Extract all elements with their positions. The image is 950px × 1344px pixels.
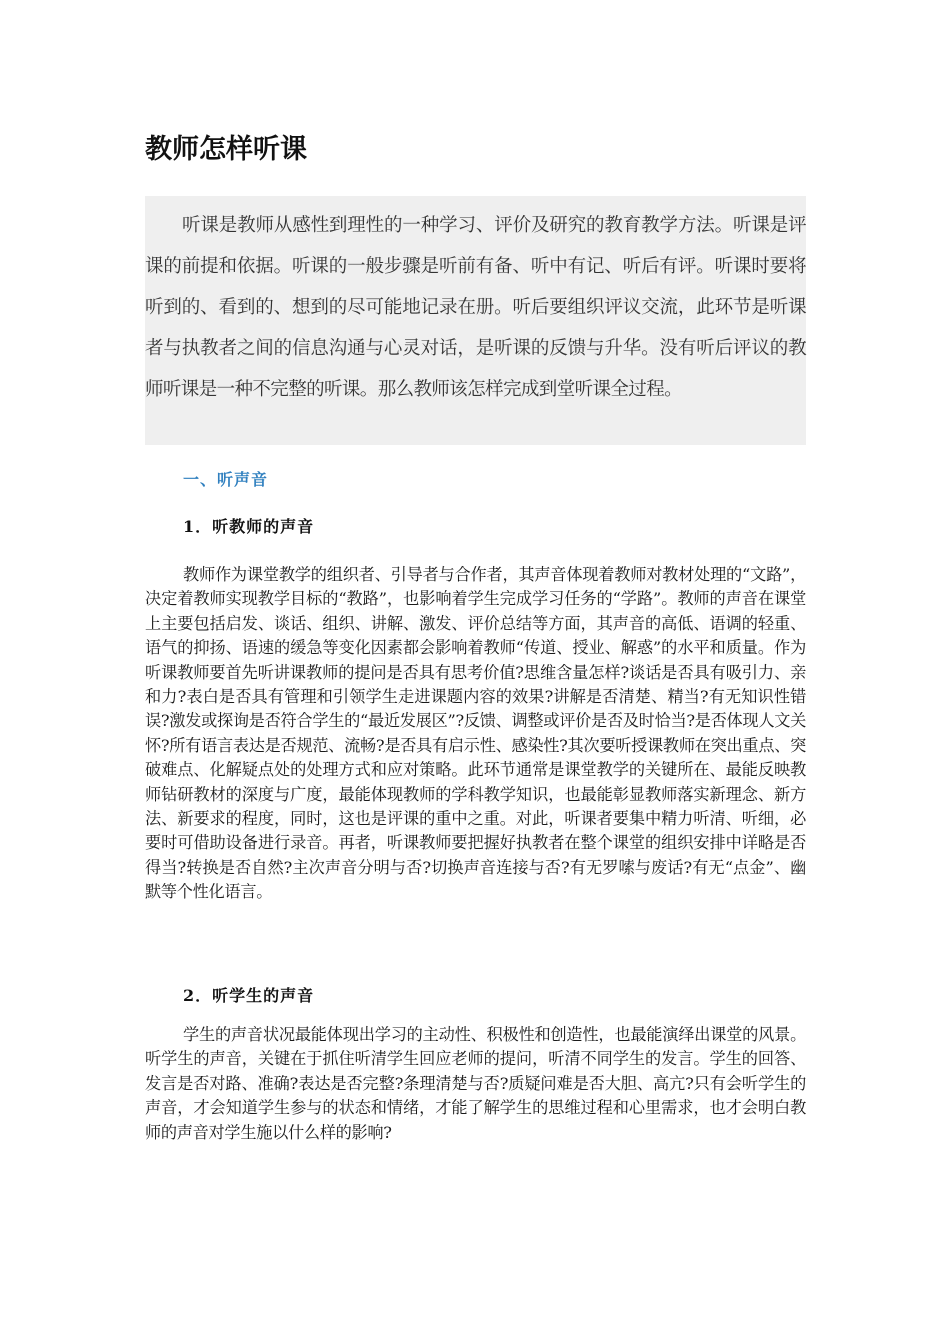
subsection-heading-teacher-voice: 1．听教师的声音 xyxy=(183,517,315,536)
section-heading-listen-sound: 一、听声音 xyxy=(183,470,269,489)
page-title: 教师怎样听课 xyxy=(145,134,307,165)
intro-paragraph: 听课是教师从感性到理性的一种学习、评价及研究的教育教学方法。听课是评课的前提和依据。听课的一般步骤是听前有备、听中有记、听后有评。听课时要将听到的、看到的、想到的尽可能地记录在册。听后要组织评议交流，此环节是听课者与执教者之间的信息沟通与心灵对话，是听课的反馈与升华。没有听后评议的教师听课是一种不完整的听课。那么教师该怎样完成到堂听课全过程。 xyxy=(145,215,806,400)
subsection-heading-student-voice: 2．听学生的声音 xyxy=(183,986,315,1005)
intro-box xyxy=(145,196,806,445)
paragraph-student-voice: 学生的声音状况最能体现出学习的主动性、积极性和创造性，也最能演绎出课堂的风景。听学生的声音，关键在于抓住听清学生回应老师的提问，听清不同学生的发言。学生的回答、发言是否对路、准确?表达是否完整?条理清楚与否?质疑问难是否大胆、高亢?只有会听学生的声音，才会知道学生参与的状态和情绪，才能了解学生的思维过程和心里需求，也才会明白教师的声音对学生施以什么样的影响? xyxy=(145,1025,806,1142)
paragraph-teacher-voice: 教师作为课堂教学的组织者、引导者与合作者，其声音体现着教师对教材处理的“文路”，决定着教师实现教学目标的“教路”，也影响着学生完成学习任务的“学路”。教师的声音在课堂上主要包括启发、谈话、组织、讲解、激发、评价总结等方面，其声音的高低、语调的轻重、语气的抑扬、语速的缓急等变化因素都会影响着教师“传道、授业、解惑”的水平和质量。作为听课教师要首先听讲课教师的提问是否具有思考价值?思维含量怎样?谈话是否具有吸引力、亲和力?表白是否具有管理和引领学生走进课题内容的效果?讲解是否清楚、精当?有无知识性错误?激发或探询是否符合学生的“最近发展区”?反馈、调整或评价是否及时恰当?是否体现人文关怀?所有语言表达是否规范、流畅?是否具有启示性、感染性?其次要听授课教师在突出重点、突破难点、化解疑点处的处理方式和应对策略。此环节通常是课堂教学的关键所在、最能反映教师钻研教材的深度与广度，最能体现教师的学科教学知识，也最能彰显教师落实新理念、新方法、新要求的程度，同时，这也是评课的重中之重。对此，听课者要集中精力听清、听细，必要时可借助设备进行录音。再者，听课教师要把握好执教者在整个课堂的组织安排中详略是否得当?转换是否自然?主次声音分明与否?切换声音连接与否?有无罗嗦与废话?有无“点金”、幽默等个性化语言。 xyxy=(145,565,806,902)
